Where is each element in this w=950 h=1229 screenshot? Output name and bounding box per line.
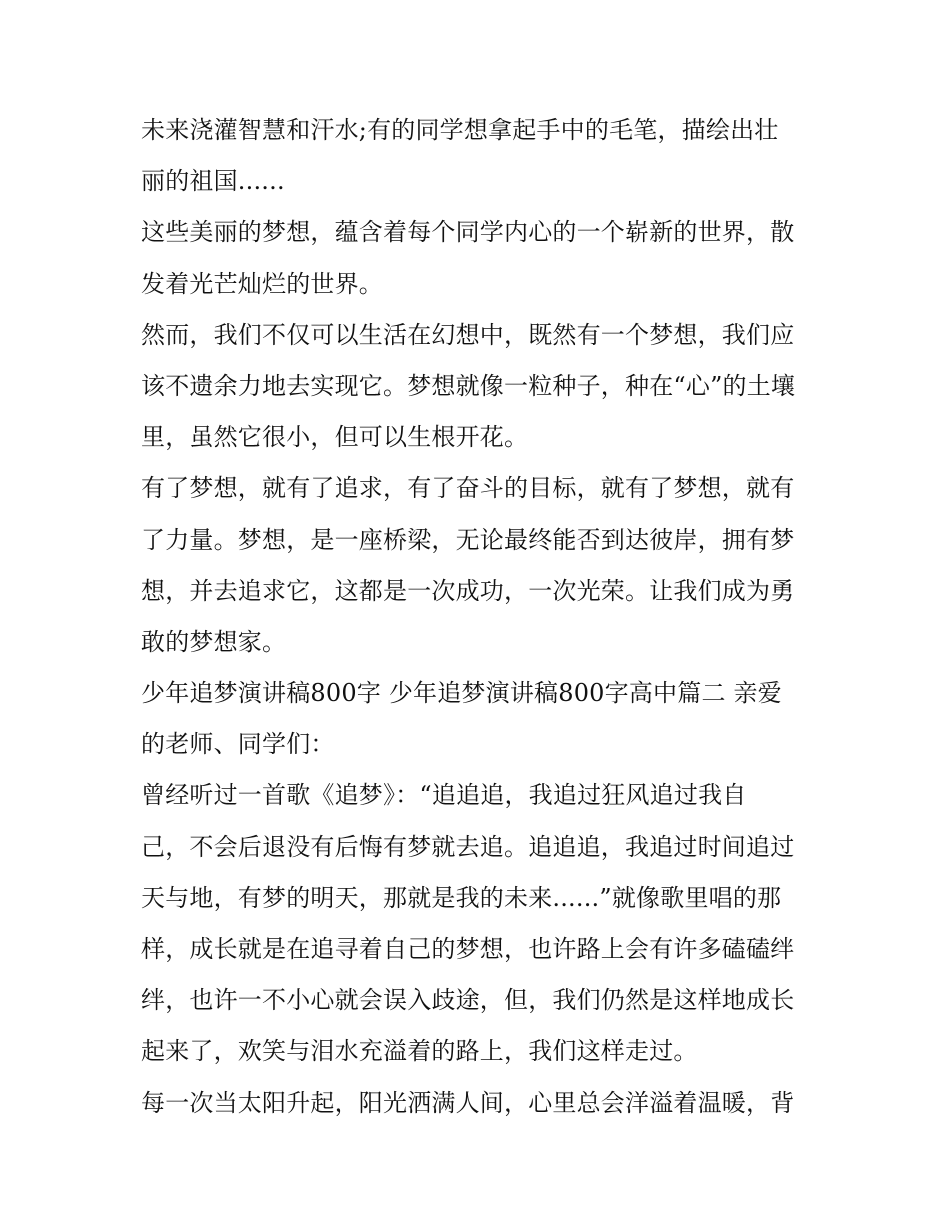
text-line: 少年追梦演讲稿800字 少年追梦演讲稿800字高中篇二 亲爱 (141, 679, 782, 708)
text-line: 发着光芒灿烂的世界。 (141, 269, 383, 298)
text-line: 样，成长就是在追寻着自己的梦想，也许路上会有许多磕磕绊 (141, 935, 795, 963)
text-line: 这些美丽的梦想，蕴含着每个同学内心的一个崭新的世界，散 (141, 218, 795, 247)
text-line: 每一次当太阳升起，阳光洒满人间，心里总会洋溢着温暖，背 (141, 1088, 795, 1117)
document-body (141, 105, 821, 1129)
text-line: 里，虽然它很小，但可以生根开花。 (141, 423, 529, 452)
text-line: 了力量。梦想，是一座桥梁，无论最终能否到达彼岸，拥有梦 (141, 525, 795, 554)
text-line: 敢的梦想家。 (141, 627, 287, 656)
text-line: 有了梦想，就有了追求，有了奋斗的目标，就有了梦想，就有 (141, 474, 795, 503)
text-line: 想，并去追求它，这都是一次成功，一次光荣。让我们成为勇 (141, 576, 795, 605)
text-line: 该不遗余力地去实现它。梦想就像一粒种子，种在“心”的土壤 (141, 371, 796, 400)
text-line: 然而，我们不仅可以生活在幻想中，既然有一个梦想，我们应 (141, 320, 795, 349)
text-line: 绊，也许一不小心就会误入歧途，但，我们仍然是这样地成长 (141, 986, 795, 1015)
text-line: 起来了，欢笑与泪水充溢着的路上，我们这样走过。 (141, 1037, 698, 1066)
text-line: 曾经听过一首歌《追梦》：“追追追，我追过狂风追过我自 (141, 781, 747, 810)
text-line: 丽的祖国...... (141, 167, 285, 196)
text-line: 己，不会后退没有后悔有梦就去追。追追追，我追过时间追过 (141, 832, 795, 861)
text-line: 未来浇灌智慧和汗水;有的同学想拿起手中的毛笔，描绘出壮 (141, 116, 779, 144)
text-line: 天与地，有梦的明天，那就是我的未来......”就像歌里唱的那 (141, 883, 782, 912)
text-line: 的老师、同学们： (141, 730, 335, 759)
